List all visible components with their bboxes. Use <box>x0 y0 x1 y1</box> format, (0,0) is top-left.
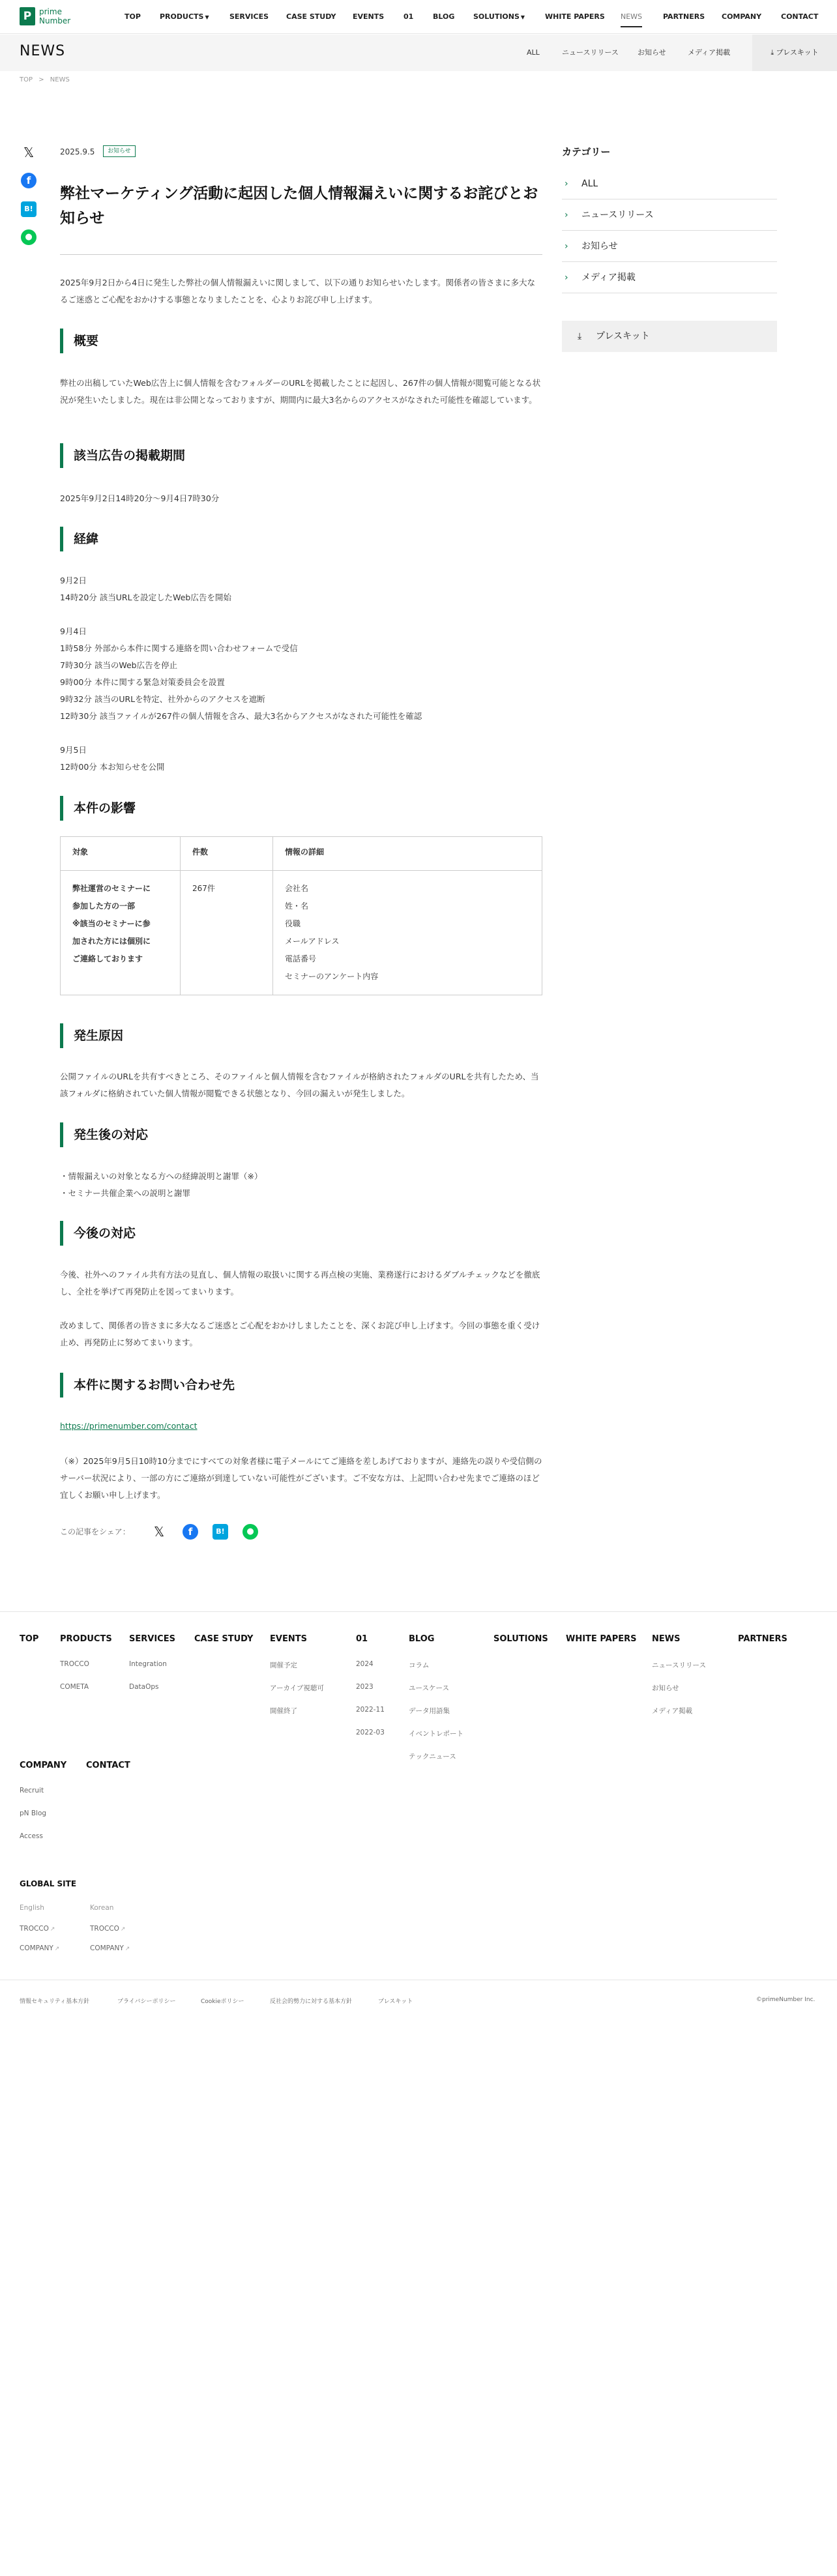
press-kit-button[interactable]: ⤓ プレスキット <box>752 35 837 71</box>
heading-impact: 本件の影響 <box>60 796 542 821</box>
footer-partners[interactable]: PARTNERS <box>738 1634 787 1644</box>
category-badge[interactable]: お知らせ <box>103 145 136 157</box>
heading-contact: 本件に関するお問い合わせ先 <box>60 1373 542 1398</box>
footer-link[interactable]: DataOps <box>129 1683 159 1691</box>
news-subheader <box>0 35 837 71</box>
nav-contact[interactable]: CONTACT <box>781 12 819 21</box>
footer-link[interactable]: 開催予定 <box>270 1661 297 1669</box>
heading-response: 発生後の対応 <box>60 1122 542 1147</box>
impact-table <box>60 836 542 995</box>
footer-top[interactable]: TOP <box>20 1634 39 1644</box>
global-korean-label: Korean <box>90 1904 114 1912</box>
nav-white-papers[interactable]: WHITE PAPERS <box>545 12 605 21</box>
footer-case-study[interactable]: CASE STUDY <box>194 1634 254 1644</box>
footer-solutions[interactable]: SOLUTIONS <box>493 1634 548 1644</box>
logo-icon[interactable]: P <box>20 7 35 25</box>
hatena-icon[interactable]: B! <box>213 1524 228 1540</box>
category-item-news-release[interactable]: › ニュースリリース <box>562 199 777 231</box>
global-english-company[interactable]: COMPANY ↗ <box>20 1944 60 1952</box>
list-item: ・情報漏えいの対象となる方への経緯説明と謝罪（※） <box>60 1171 263 1181</box>
category-item-all[interactable]: › ALL <box>562 168 777 199</box>
external-link-icon: ↗ <box>120 1926 126 1933</box>
chevron-right-icon: › <box>565 272 568 283</box>
sidebar-press-kit-button[interactable]: ⤓ プレスキット <box>562 321 777 352</box>
footer-link[interactable]: 2022-03 <box>356 1729 385 1736</box>
footer-legal-link[interactable]: Cookieポリシー <box>201 1998 244 2005</box>
logo-text[interactable]: prime Number <box>39 7 71 25</box>
footer-link[interactable]: コラム <box>409 1661 430 1669</box>
global-english-trocco[interactable]: TROCCO ↗ <box>20 1925 55 1933</box>
external-link-icon: ↗ <box>125 1946 130 1952</box>
contact-link[interactable]: https://primenumber.com/contact <box>60 1421 198 1431</box>
footer-company[interactable]: COMPANY <box>20 1761 67 1770</box>
footer-events[interactable]: EVENTS <box>270 1634 307 1644</box>
table-header: 情報の詳細 <box>273 837 542 871</box>
nav-01[interactable]: 01 <box>404 12 414 21</box>
title-divider <box>60 254 542 255</box>
breadcrumb <box>20 76 70 83</box>
chevron-right-icon: › <box>565 241 568 252</box>
footer-link[interactable]: Access <box>20 1832 43 1840</box>
footer-link[interactable]: 2023 <box>356 1683 374 1691</box>
heading-timeline: 経緯 <box>60 527 542 551</box>
timeline-line: 9時00分 本件に関する緊急対策委員会を設置 <box>60 677 225 687</box>
timeline-line: 12時00分 本お知らせを公開 <box>60 762 165 772</box>
category-title: カテゴリー <box>562 146 611 158</box>
footer-products[interactable]: PRODUCTS <box>60 1634 112 1644</box>
timeline-line: 9月5日 <box>60 745 87 755</box>
footer-01[interactable]: 01 <box>356 1634 368 1644</box>
line-icon[interactable]: ● <box>21 229 37 245</box>
footer-link[interactable]: ニュースリリース <box>652 1661 706 1669</box>
global-site-title: GLOBAL SITE <box>20 1879 77 1888</box>
footer-legal-link[interactable]: 反社会的勢力に対する基本方針 <box>270 1998 353 2005</box>
table-header: 対象 <box>61 837 181 871</box>
table-cell-count: 267件 <box>181 871 273 995</box>
footer-news[interactable]: NEWS <box>652 1634 681 1644</box>
breadcrumb-current: NEWS <box>50 76 70 83</box>
response-list <box>60 1168 542 1202</box>
heading-cause: 発生原因 <box>60 1023 542 1048</box>
table-cell-details: 会社名 姓・名 役職 メールアドレス 電話番号 セミナーのアンケート内容 <box>273 871 542 995</box>
footer-legal-link[interactable]: 情報セキュリティ基本方針 <box>20 1998 90 2005</box>
nav-partners[interactable]: PARTNERS <box>663 12 705 21</box>
facebook-icon[interactable]: f <box>183 1524 198 1540</box>
table-header-row <box>61 837 542 871</box>
table-header: 件数 <box>181 837 273 871</box>
footer-link[interactable]: 2024 <box>356 1660 374 1668</box>
footer-link[interactable]: お知らせ <box>652 1684 679 1692</box>
timeline-line: 14時20分 該当URLを設定したWeb広告を開始 <box>60 593 231 602</box>
subnav-news-release[interactable]: ニュースリリース <box>562 48 619 57</box>
breadcrumb-top[interactable]: TOP <box>20 76 33 83</box>
copyright: ©primeNumber Inc. <box>756 1997 815 2003</box>
nav-events[interactable]: EVENTS <box>353 12 385 21</box>
category-item-notice[interactable]: › お知らせ <box>562 231 777 262</box>
timeline-line: 1時58分 外部から本件に関する連絡を問い合わせフォームで受信 <box>60 643 298 653</box>
footer-link[interactable]: データ用語集 <box>409 1707 450 1715</box>
footer-link[interactable]: Integration <box>129 1660 167 1668</box>
timeline-line: 9月2日 <box>60 576 87 585</box>
footer-link[interactable]: イベントレポート <box>409 1730 463 1738</box>
nav-blog[interactable]: BLOG <box>433 12 455 21</box>
table-row <box>61 871 542 995</box>
table-cell-target: 弊社運営のセミナーに 参加した方の一部 ※該当のセミナーに参 加された方には個別に ご連絡しております <box>61 871 181 995</box>
footer-contact[interactable]: CONTACT <box>86 1761 130 1770</box>
footer-link[interactable]: TROCCO <box>60 1660 89 1668</box>
footer-link[interactable]: ユースケース <box>409 1684 449 1692</box>
global-korean-trocco[interactable]: TROCCO ↗ <box>90 1925 126 1933</box>
global-korean-company[interactable]: COMPANY ↗ <box>90 1944 130 1952</box>
timeline-list <box>60 572 542 776</box>
x-icon[interactable]: 𝕏 <box>23 145 35 160</box>
download-icon: ⤓ <box>771 48 776 57</box>
timeline-gap <box>60 606 542 623</box>
subnav-all[interactable]: ALL <box>527 48 540 57</box>
breadcrumb-separator: > <box>38 76 44 83</box>
footer-link[interactable]: アーカイブ視聴可 <box>270 1684 324 1692</box>
facebook-icon[interactable]: f <box>21 173 37 188</box>
category-item-media[interactable]: › メディア掲載 <box>562 262 777 293</box>
future-text-1: 今後、社外へのファイル共有方法の見直し、個人情報の取扱いに関する再点検の実施、業務遂行におけるダブルチェックなどを徹底し、全社を挙げて再発防止を図ってまいります。 <box>60 1270 540 1296</box>
intro-text: 2025年9月2日から4日に発生した弊社の個人情報漏えいに関しまして、以下の通りお知らせいたします。関係者の皆さまに多大なるご迷惑とご心配をおかけする事態となりましたことを、心よりお詫び申し上げます。 <box>60 278 536 304</box>
subnav-notice[interactable]: お知らせ <box>638 48 666 57</box>
overview-text: 弊社の出稿していたWeb広告上に個人情報を含むフォルダーのURLを掲載したことに起因し、267件の個人情報が閲覧可能となる状況が発生いたしました。現在は非公開となっておりますが、期間内に最大3名からのアクセスがなされた可能性を確認しています。 <box>60 378 541 405</box>
nav-news[interactable]: NEWS <box>621 0 642 34</box>
footer-blog[interactable]: BLOG <box>409 1634 435 1644</box>
hatena-icon[interactable]: B! <box>21 201 37 217</box>
footer-services[interactable]: SERVICES <box>129 1634 175 1644</box>
footer-link[interactable]: Recruit <box>20 1787 44 1794</box>
download-icon: ⤓ <box>578 331 582 342</box>
future-text-2: 改めまして、関係者の皆さまに多大なるご迷惑とご心配をおかけしましたことを、深くお詫び申し上げます。今回の事態を重く受け止め、再発防止に努めてまいります。 <box>60 1321 540 1347</box>
heading-overview: 概要 <box>60 329 542 353</box>
timeline-gap <box>60 725 542 742</box>
heading-period: 該当広告の掲載期間 <box>60 443 542 468</box>
list-item: ・セミナー共催企業への説明と謝罪 <box>60 1188 191 1198</box>
footer-legal-link[interactable]: プライバシーポリシー <box>117 1998 176 2005</box>
nav-top[interactable]: TOP <box>125 12 141 21</box>
nav-company[interactable]: COMPANY <box>722 12 762 21</box>
global-header <box>0 0 837 34</box>
external-link-icon: ↗ <box>50 1926 55 1933</box>
share-label: この記事をシェア： <box>60 1527 130 1536</box>
heading-future: 今後の対応 <box>60 1221 542 1246</box>
page-title: NEWS <box>20 43 66 59</box>
footer <box>0 1611 837 2576</box>
timeline-line: 9月4日 <box>60 626 87 636</box>
footer-link[interactable]: 2022-11 <box>356 1706 385 1714</box>
chevron-down-icon: ▼ <box>205 14 209 20</box>
nav-solutions[interactable]: SOLUTIONS ▼ <box>473 12 525 21</box>
footer-link[interactable]: 開催終了 <box>270 1707 297 1715</box>
cause-text: 公開ファイルのURLを共有すべきところ、そのファイルと個人情報を含むファイルが格納されたフォルダのURLを共有したため、当該フォルダに格納されていた個人情報が閲覧できる状態となり、今回の漏えいが発生しました。 <box>60 1072 539 1098</box>
nav-products[interactable]: PRODUCTS ▼ <box>160 12 209 21</box>
global-english-label: English <box>20 1904 44 1912</box>
footer-legal-link[interactable]: プレスキット <box>378 1998 413 2005</box>
chevron-right-icon: › <box>565 210 568 220</box>
footer-white-papers[interactable]: WHITE PAPERS <box>566 1634 637 1644</box>
line-icon[interactable]: ● <box>242 1524 258 1540</box>
chevron-down-icon: ▼ <box>520 14 525 20</box>
chevron-right-icon: › <box>565 179 568 189</box>
article-title: 弊社マーケティング活動に起因した個人情報漏えいに関するお詫びとお知らせ <box>60 185 538 227</box>
period-text: 2025年9月2日14時20分〜9月4日7時30分 <box>60 493 220 503</box>
timeline-line: 9時32分 該当のURLを特定、社外からのアクセスを遮断 <box>60 694 265 704</box>
footer-link[interactable]: COMETA <box>60 1683 89 1691</box>
nav-case-study[interactable]: CASE STUDY <box>286 12 336 21</box>
note-text: （※）2025年9月5日10時10分までにすべての対象者様に電子メールにてご連絡を差しあげておりますが、連絡先の誤りや受信側のサーバー状況により、一部の方にご連絡が到達していない可能性がございます。ご不安な方は、上記問い合わせ先までご連絡のほど宜しくお願い申し上げます。 <box>60 1456 542 1500</box>
timeline-line: 12時30分 該当ファイルが267件の個人情報を含み、最大3名からアクセスがなされた可能性を確認 <box>60 711 422 721</box>
nav-services[interactable]: SERVICES <box>229 12 269 21</box>
external-link-icon: ↗ <box>54 1946 60 1952</box>
timeline-line: 7時30分 該当のWeb広告を停止 <box>60 660 178 670</box>
footer-link[interactable]: pN Blog <box>20 1809 47 1817</box>
subnav-media[interactable]: メディア掲載 <box>688 48 731 57</box>
footer-link[interactable]: メディア掲載 <box>652 1707 693 1715</box>
footer-link[interactable]: テックニュース <box>409 1753 456 1761</box>
article-date: 2025.9.5 <box>60 147 95 156</box>
x-icon[interactable]: 𝕏 <box>153 1524 165 1540</box>
